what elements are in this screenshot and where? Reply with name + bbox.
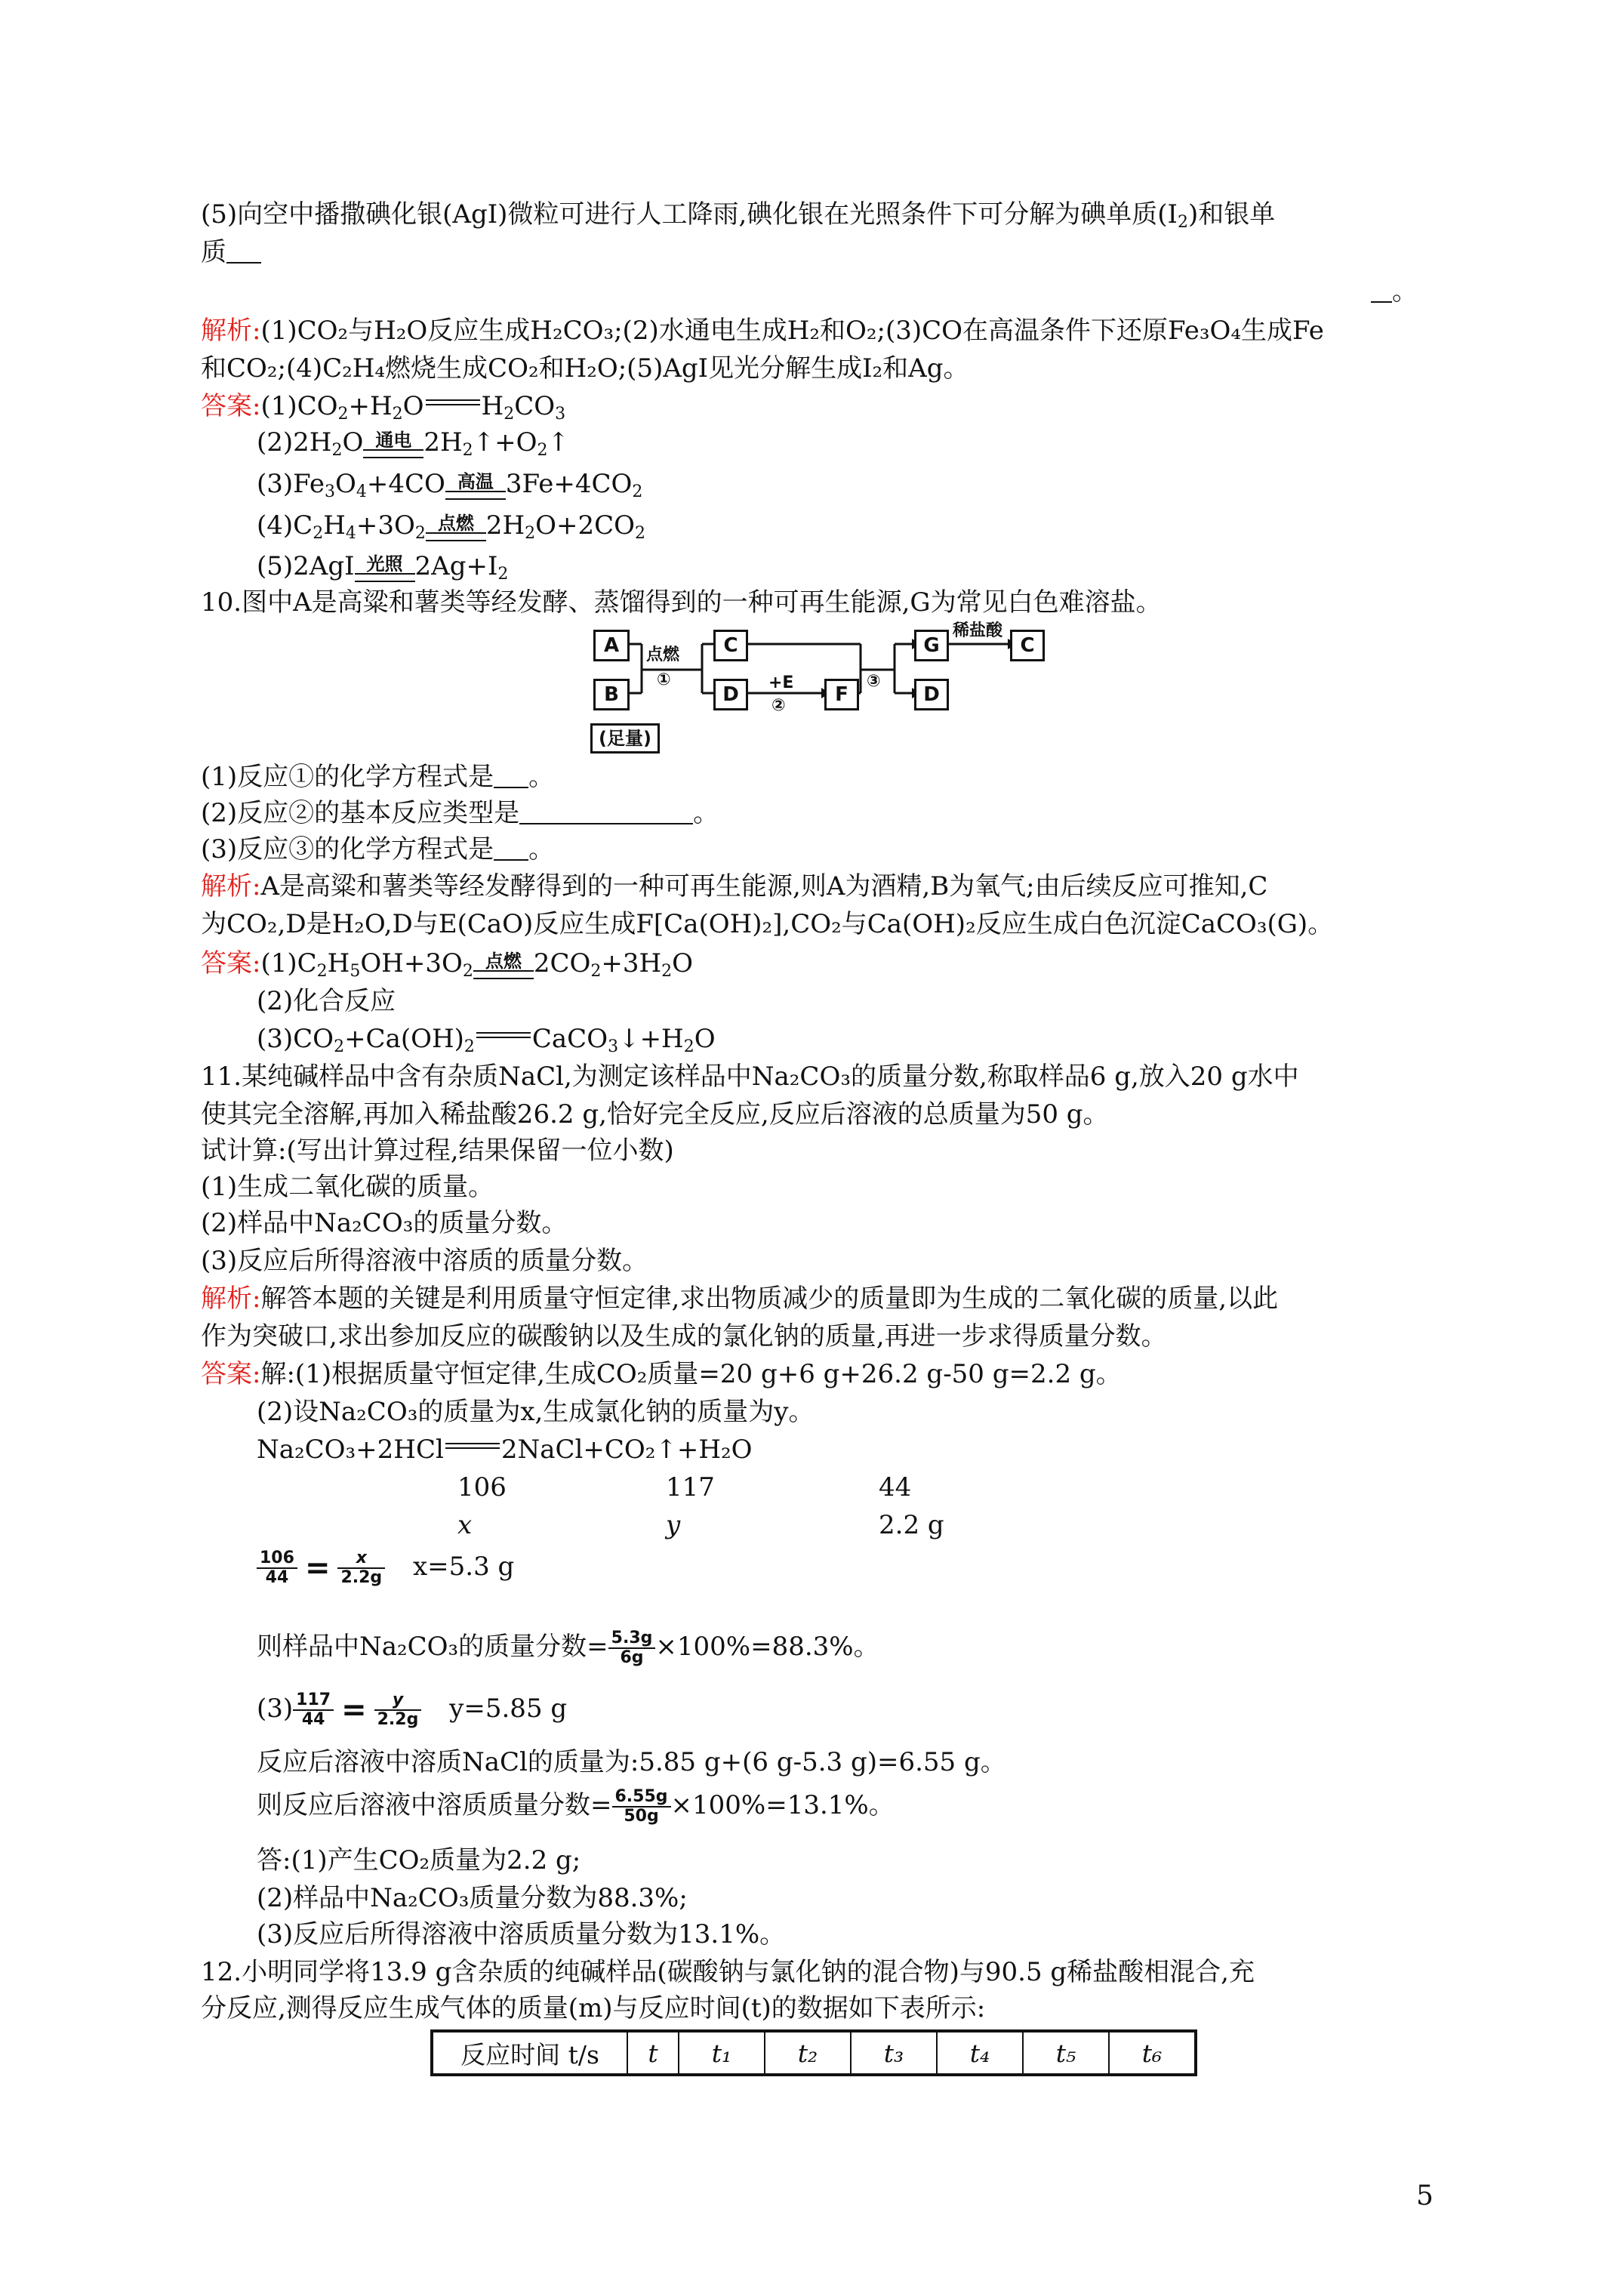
q11-final-1: 答:(1)产生CO₂质量为2.2 g;	[257, 1845, 581, 1875]
q11-analysis-line2: 作为突破口,求出参加反应的碳酸钠以及生成的氯化钠的质量,再进一步求得质量分数。	[201, 1321, 1167, 1351]
answer-blank[interactable]	[494, 837, 528, 861]
q11-final-3: (3)反应后所得溶液中溶质质量分数为13.1%。	[257, 1919, 786, 1949]
q11-stem-line2: 使其完全溶解,再加入稀盐酸26.2 g,恰好完全反应,反应后溶液的总质量为50 g。	[201, 1099, 1109, 1130]
answer-blank[interactable]	[519, 800, 693, 824]
q10-analysis-line2: 为CO₂,D是H₂O,D与E(CaO)反应生成F[Ca(OH)₂],CO₂与Ca(OH)₂反应生成白色沉淀CaCO₃(G)。	[201, 909, 1334, 939]
table-row	[432, 2031, 1196, 2075]
table-cell: t₄	[937, 2031, 1023, 2075]
fraction: $\frac{6.55g}{50g}$	[612, 1788, 671, 1826]
q11-proportion-1: $\frac{106}{44}$ = $\frac{x}{2.2g}$ x=5.3 g	[257, 1540, 514, 1595]
fraction: $\frac{117}{44}$	[293, 1691, 334, 1729]
fraction: $\frac{106}{44}$	[257, 1549, 297, 1587]
flow-box-c2: C	[1010, 630, 1045, 661]
q11-proportion-2: (3) $\frac{117}{44}$ = $\frac{y}{2.2g}$ y=5.85 g	[257, 1690, 568, 1729]
table-header-cell: 反应时间 t/s	[432, 2031, 627, 2075]
q9-analysis-line2: 和CO₂;(4)C₂H₄燃烧生成CO₂和H₂O;(5)AgI见光分解生成I₂和Ag。	[201, 353, 969, 384]
q11-nacl-mass: 反应后溶液中溶质NaCl的质量为:5.85 g+(6 g-5.3 g)=6.55 g。	[257, 1747, 1006, 1777]
q11-stem-line1: 11.某纯碱样品中含有杂质NaCl,为测定该样品中Na₂CO₃的质量分数,称取样品6 g,放入20 g水中	[201, 1062, 1299, 1092]
table-cell: t₁	[679, 2031, 765, 2075]
q9-answer-line5: (5)2AgI 光照 $2Ag+I_2$	[257, 551, 509, 584]
molar-mass-co2: 44	[879, 1472, 912, 1502]
q11-analysis-line1: 解析:解答本题的关键是利用质量守恒定律,求出物质减少的质量即为生成的二氧化碳的质量,以此	[201, 1284, 1279, 1314]
flow-box-b: B	[593, 679, 630, 710]
q10-answer-line3: $(3)CO_2+Ca(OH)_2$ $CaCO_3↓+H_2O$	[257, 1024, 716, 1056]
flow-box-g: G	[914, 630, 949, 661]
q10-stem: 10.图中A是高粱和薯类等经发酵、蒸馏得到的一种可再生能源,G为常见白色难溶盐。	[201, 587, 1162, 618]
q12-stem-line1: 12.小明同学将13.9 g含杂质的纯碱样品(碳酸钠与氯化钠的混合物)与90.5 g稀盐酸相混合,充	[201, 1957, 1255, 1987]
q11-percent-2: 则反应后溶液中溶质质量分数= $\frac{6.55g}{50g}$ ×100%=13.1%。	[257, 1787, 895, 1826]
q9-part5-line3: 。	[1371, 273, 1418, 310]
var-x: x	[457, 1510, 473, 1540]
q9-answer-line1: 答案$:(1)CO_2+H_2O$ $H_2CO_3$	[201, 391, 566, 424]
table-cell: t₆	[1109, 2031, 1196, 2075]
fraction: $\frac{x}{2.2g}$	[337, 1549, 385, 1587]
table-cell: t₃	[851, 2031, 937, 2075]
label-reaction-3: ③	[867, 672, 881, 691]
q9-answer-line3: $(3)Fe_3O_4+4CO$ 高温 $3Fe+4CO_2$	[257, 469, 643, 501]
fraction: $\frac{5.3g}{6g}$	[608, 1629, 656, 1667]
label-reaction-1: ①	[657, 670, 671, 689]
q11-answer-line1: 答案:解:(1)根据质量守恒定律,生成CO₂质量=20 g+6 g+26.2 g-50 g=2.2 g。	[201, 1359, 1122, 1389]
value-2-2g: 2.2 g	[879, 1510, 944, 1540]
q11-stem-line3: 试计算:(写出计算过程,结果保留一位小数)	[201, 1136, 674, 1166]
q11-q2: (2)样品中Na₂CO₃的质量分数。	[201, 1208, 568, 1238]
label-reaction-2: ②	[771, 696, 786, 715]
q10-analysis-line1: 解析:A是高粱和薯类等经发酵得到的一种可再生能源,则A为酒精,B为氧气;由后续反应可推知,C	[201, 871, 1268, 901]
label-plus-e: +E	[768, 673, 794, 692]
flow-box-a: A	[593, 630, 630, 661]
flow-box-d2: D	[914, 679, 949, 710]
var-y: y	[666, 1510, 681, 1540]
q9-part5-line2: 质	[201, 234, 261, 270]
q10-q3: (3)反应③的化学方程式是 。	[201, 834, 555, 864]
molar-mass-na2co3: 106	[457, 1472, 507, 1502]
label-zuliang: (足量)	[590, 723, 660, 754]
flow-box-f: F	[824, 679, 859, 710]
table-cell: t	[627, 2031, 679, 2075]
q11-percent-1: 则样品中Na₂CO₃的质量分数= $\frac{5.3g}{6g}$ ×100%=88.3%。	[257, 1629, 879, 1667]
q12-stem-line2: 分反应,测得反应生成气体的质量(m)与反应时间(t)的数据如下表所示:	[201, 1993, 986, 2023]
q9-analysis-line1: 解析:(1)CO₂与H₂O反应生成H₂CO₃;(2)水通电生成H₂和O₂;(3)CO在高温条件下还原Fe₃O₄生成Fe	[201, 316, 1324, 346]
answer-blank[interactable]	[494, 764, 528, 788]
flow-box-d: D	[713, 679, 748, 710]
q10-answer-line2: (2)化合反应	[257, 986, 396, 1016]
label-xiyansuan: 稀盐酸	[953, 621, 1003, 640]
q10-answer-line1: 答案$:(1)C_2H_5OH+3O_2$ 点燃 $2CO_2+3H_2O$	[201, 948, 694, 981]
q11-q1: (1)生成二氧化碳的质量。	[201, 1172, 494, 1202]
q9-answer-line2: $(2)2H_2O$ 通电 $2H_2↑+O_2↑$	[257, 427, 569, 460]
q11-final-2: (2)样品中Na₂CO₃质量分数为88.3%;	[257, 1883, 688, 1913]
q11-answer-line2: (2)设Na₂CO₃的质量为x,生成氯化钠的质量为y。	[257, 1397, 815, 1427]
table-cell: t₅	[1023, 2031, 1109, 2075]
q11-equation: Na₂CO₃+2HCl 2NaCl+CO₂↑+H₂O	[257, 1435, 753, 1465]
q9-part5-line1: (5)向空中播撒碘化银(AgI)微粒可进行人工降雨,碘化银在光照条件下可分解为碘单质$(I_2)$和银单	[201, 199, 1276, 232]
q11-q3: (3)反应后所得溶液中溶质的质量分数。	[201, 1246, 648, 1276]
q10-q1: (1)反应①的化学方程式是 。	[201, 762, 555, 792]
label-dianran: 点燃	[646, 646, 680, 664]
table-cell: t₂	[765, 2031, 851, 2075]
q9-answer-line4: $(4)C_2H_4+3O_2$ 点燃 $2H_2O+2CO_2$	[257, 510, 646, 543]
flow-box-c: C	[713, 630, 748, 661]
fraction: $\frac{y}{2.2g}$	[374, 1691, 422, 1729]
molar-mass-nacl: 117	[666, 1472, 715, 1502]
page-number: 5	[1416, 2180, 1434, 2211]
q12-data-table	[430, 2029, 1197, 2076]
q10-q2: (2)反应②的基本反应类型是 。	[201, 798, 719, 828]
